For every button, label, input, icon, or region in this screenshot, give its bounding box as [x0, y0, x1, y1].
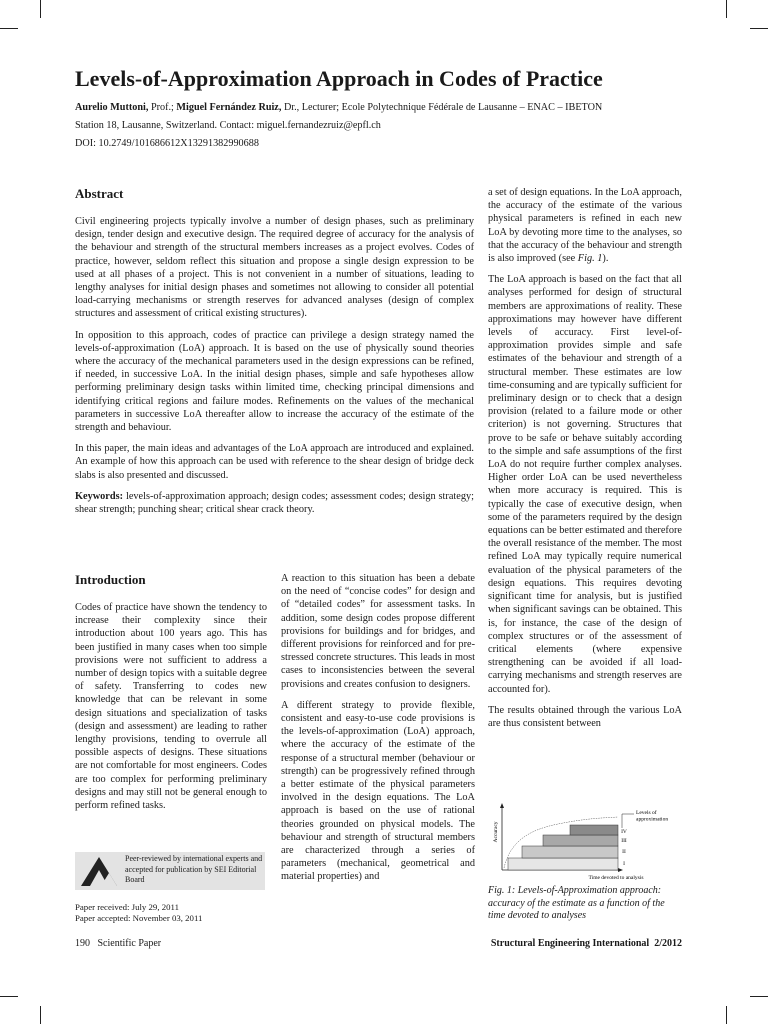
- keywords-list: levels-of-approximation approach; design codes; assessment codes; design strategy; shear strength; punching shear; critical shear crack theory.: [75, 490, 474, 516]
- peer-review-text: Peer-reviewed by international experts and accepted for publication by SEI Editorial Board: [125, 854, 263, 884]
- y-axis-label: Accuracy: [493, 821, 499, 843]
- legend-line: approximation: [636, 816, 669, 823]
- body-text: a set of design equations. In the LoA approach, the accuracy of the estimate of the various physical parameters is refined in each new LoA by devoting more time to the analyses, so that the accuracy of the behaviour and strength is also improved (see: [488, 187, 682, 265]
- paper-title: Levels-of-Approximation Approach in Codes of Practice: [75, 66, 603, 91]
- legend-label: [636, 809, 668, 823]
- body-paragraph: A different strategy to provide flexible, consistent and easy-to-use code provisions is the levels-of-approximation (LoA) approach, where the accuracy of the estimate of the response of a structural member (behaviour or strength) can be progressively refined through a better estimate of the physical parameters involved in the design equations. The LoA approach is based on the use of rational theories grounded on physical models. The behaviour and strength of structural members are characterized through a series of parameters (mechanical, geometrical and material properties) and: [281, 699, 475, 883]
- footer-page-info: 190 Scientific Paper: [75, 938, 162, 949]
- x-arrow-icon: [618, 868, 623, 872]
- crop-mark: [0, 996, 18, 997]
- legend-line: Levels of: [636, 810, 657, 816]
- crop-mark: [726, 1006, 727, 1024]
- crop-mark: [726, 0, 727, 18]
- abstract-heading: Abstract: [75, 186, 124, 201]
- level-label: II: [622, 849, 626, 855]
- middle-column: [281, 572, 475, 884]
- body-paragraph: [488, 186, 682, 265]
- body-paragraph: The LoA approach is based on the fact that all analyses performed for design of structural members are approximations of reality. These approximations may however have different levels of accuracy. First level-of-approximation provides simple and safe estimates of the behaviour and strength of a structural member. These estimates are low time-consuming and are typically sufficient for preliminary design or to check that a design provision (related to a failure mode or other criterion) is not governing. Structures that prove to be safe or behave suitably according to the simple and safe assumptions of the first LoA do not require further complex analyses. Higher order LoA can be used nevertheless when more accuracy is required. This is typically the case of executive design, when some of the parameters required by the design equations can be better estimated and therefore the overall resistance of the member. The most refined LoA may typically require numerical evaluation of the physical parameters of the design equations. This requires devoting significant time for analysis, but is justified when significant savings can be obtained. This is, for instance, the case of the design of complex structures or of the assessment of critical elements (where expensive strengthening can be avoided if all load-carrying mechanisms and strength reserves are accounted for).: [488, 274, 682, 695]
- body-paragraph: The results obtained through the various LoA are thus consistent between: [488, 704, 682, 729]
- level-bar-ii: [522, 846, 618, 858]
- crop-mark: [40, 1006, 41, 1024]
- crop-mark: [750, 28, 768, 29]
- x-axis-label: Time devoted to analysis: [588, 875, 644, 881]
- figure-caption: Fig. 1: Levels-of-Approximation approach: accuracy of the estimate as a function of the time devoted to analyses: [488, 885, 665, 921]
- loa-figure: [488, 802, 682, 884]
- level-label: III: [621, 838, 627, 844]
- crop-mark: [0, 28, 18, 29]
- y-arrow-icon: [500, 803, 504, 808]
- body-paragraph: A reaction to this situation has been a debate on the need of “concise codes” for design and of “detailed codes” for assessment tasks. In addition, some design codes propose different provisions for buildings and for bridges, and different provisions for reinforced and for pre-stressed concrete structures. This leads in most cases to inconsistencies between the several provisions and creates confusion to designers.: [281, 573, 475, 690]
- author-address: Station 18, Lausanne, Switzerland. Contact: miguel.fernandezruiz@epfl.ch: [75, 120, 381, 131]
- figure-reference: Fig. 1: [577, 253, 603, 265]
- author-affiliation: Dr., Lecturer; Ecole Polytechnique Fédérale de Lausanne – ENAC – IBETON: [281, 102, 603, 113]
- date-received: Paper received: July 29, 2011: [75, 902, 179, 912]
- abstract-paragraph: Civil engineering projects typically involve a number of design phases, such as preliminary design, tender design and executive design. The required degree of accuracy for the analysis of the behaviour and strength of the structural members increases as a project evolves. Codes of practice, however, seldom reflect this situation and propose a single design expression to be used at all phases of a project. This is not convenient in a number of situations, leading to lengthy analyses for initial design phases and sometimes not allowing to consider all potential load-carrying mechanisms or strength reserves for advanced analyses (design of complex structures and assessment of critical existing structures).: [75, 216, 474, 320]
- paper-dates: [75, 902, 202, 924]
- introduction-section: [75, 572, 267, 820]
- crop-mark: [750, 996, 768, 997]
- keywords: [75, 490, 474, 516]
- level-label: I: [623, 861, 625, 867]
- doi: DOI: 10.2749/101686612X13291382990688: [75, 138, 259, 149]
- author-block: [75, 99, 715, 153]
- author-line: [75, 99, 715, 117]
- author-name: Miguel Fernández Ruiz,: [176, 102, 282, 113]
- body-text: ).: [602, 253, 609, 265]
- keywords-label: Keywords:: [75, 490, 124, 502]
- abstract-paragraph: In this paper, the main ideas and advantages of the LoA approach are introduced and explained. An example of how this approach can be used with reference to the shear design of bridge deck slabs is also presented and discussed.: [75, 443, 474, 481]
- date-accepted: Paper accepted: November 03, 2011: [75, 913, 203, 923]
- right-column: [488, 186, 682, 730]
- author-role: Prof.;: [148, 102, 177, 113]
- peer-review-box: [75, 852, 265, 890]
- level-bar-i: [508, 858, 618, 870]
- crop-mark: [40, 0, 41, 18]
- author-name: Aurelio Muttoni,: [75, 102, 149, 113]
- sei-logo-icon: [79, 855, 119, 887]
- abstract-section: [75, 186, 474, 524]
- abstract-paragraph: In opposition to this approach, codes of practice can privilege a design strategy named the levels-of-approximation (LoA) approach. It is based on the use of physically sound theories where the accuracy of the mechanical parameters used in the design expressions can be refined, if needed, in successive LoA. In the initial design phases, simple and safe hypotheses allow performing preliminary design tasks within limited time, checking principal dimensions and identifying critical regions and failure modes. Refinements on the values of the mechanical parameters in successive LoA thereafter allow to increase the accuracy of the estimate of the strength and behaviour.: [75, 329, 474, 434]
- introduction-heading: Introduction: [75, 572, 146, 587]
- footer-journal: Structural Engineering International 2/2012: [490, 938, 682, 949]
- level-bar-iv: [570, 825, 618, 835]
- level-label: IV: [621, 829, 627, 835]
- level-bar-iii: [543, 835, 618, 846]
- body-paragraph: Codes of practice have shown the tendency to increase their complexity since their introduction about 100 years ago. This has been justified in many cases when too simple provisions were not sufficient to address a number of design topics with a suitable degree of safety. Transferring to codes new knowledge that can be relevant in some design situations and specialization of tasks (design and assessment) are leading to rather lengthy provisions, tending to overrule all possible aspects of designs. These situations are not comfortable for most engineers. Codes are too complex for performing preliminary designs and may still not be general enough to perform refined tasks.: [75, 602, 267, 812]
